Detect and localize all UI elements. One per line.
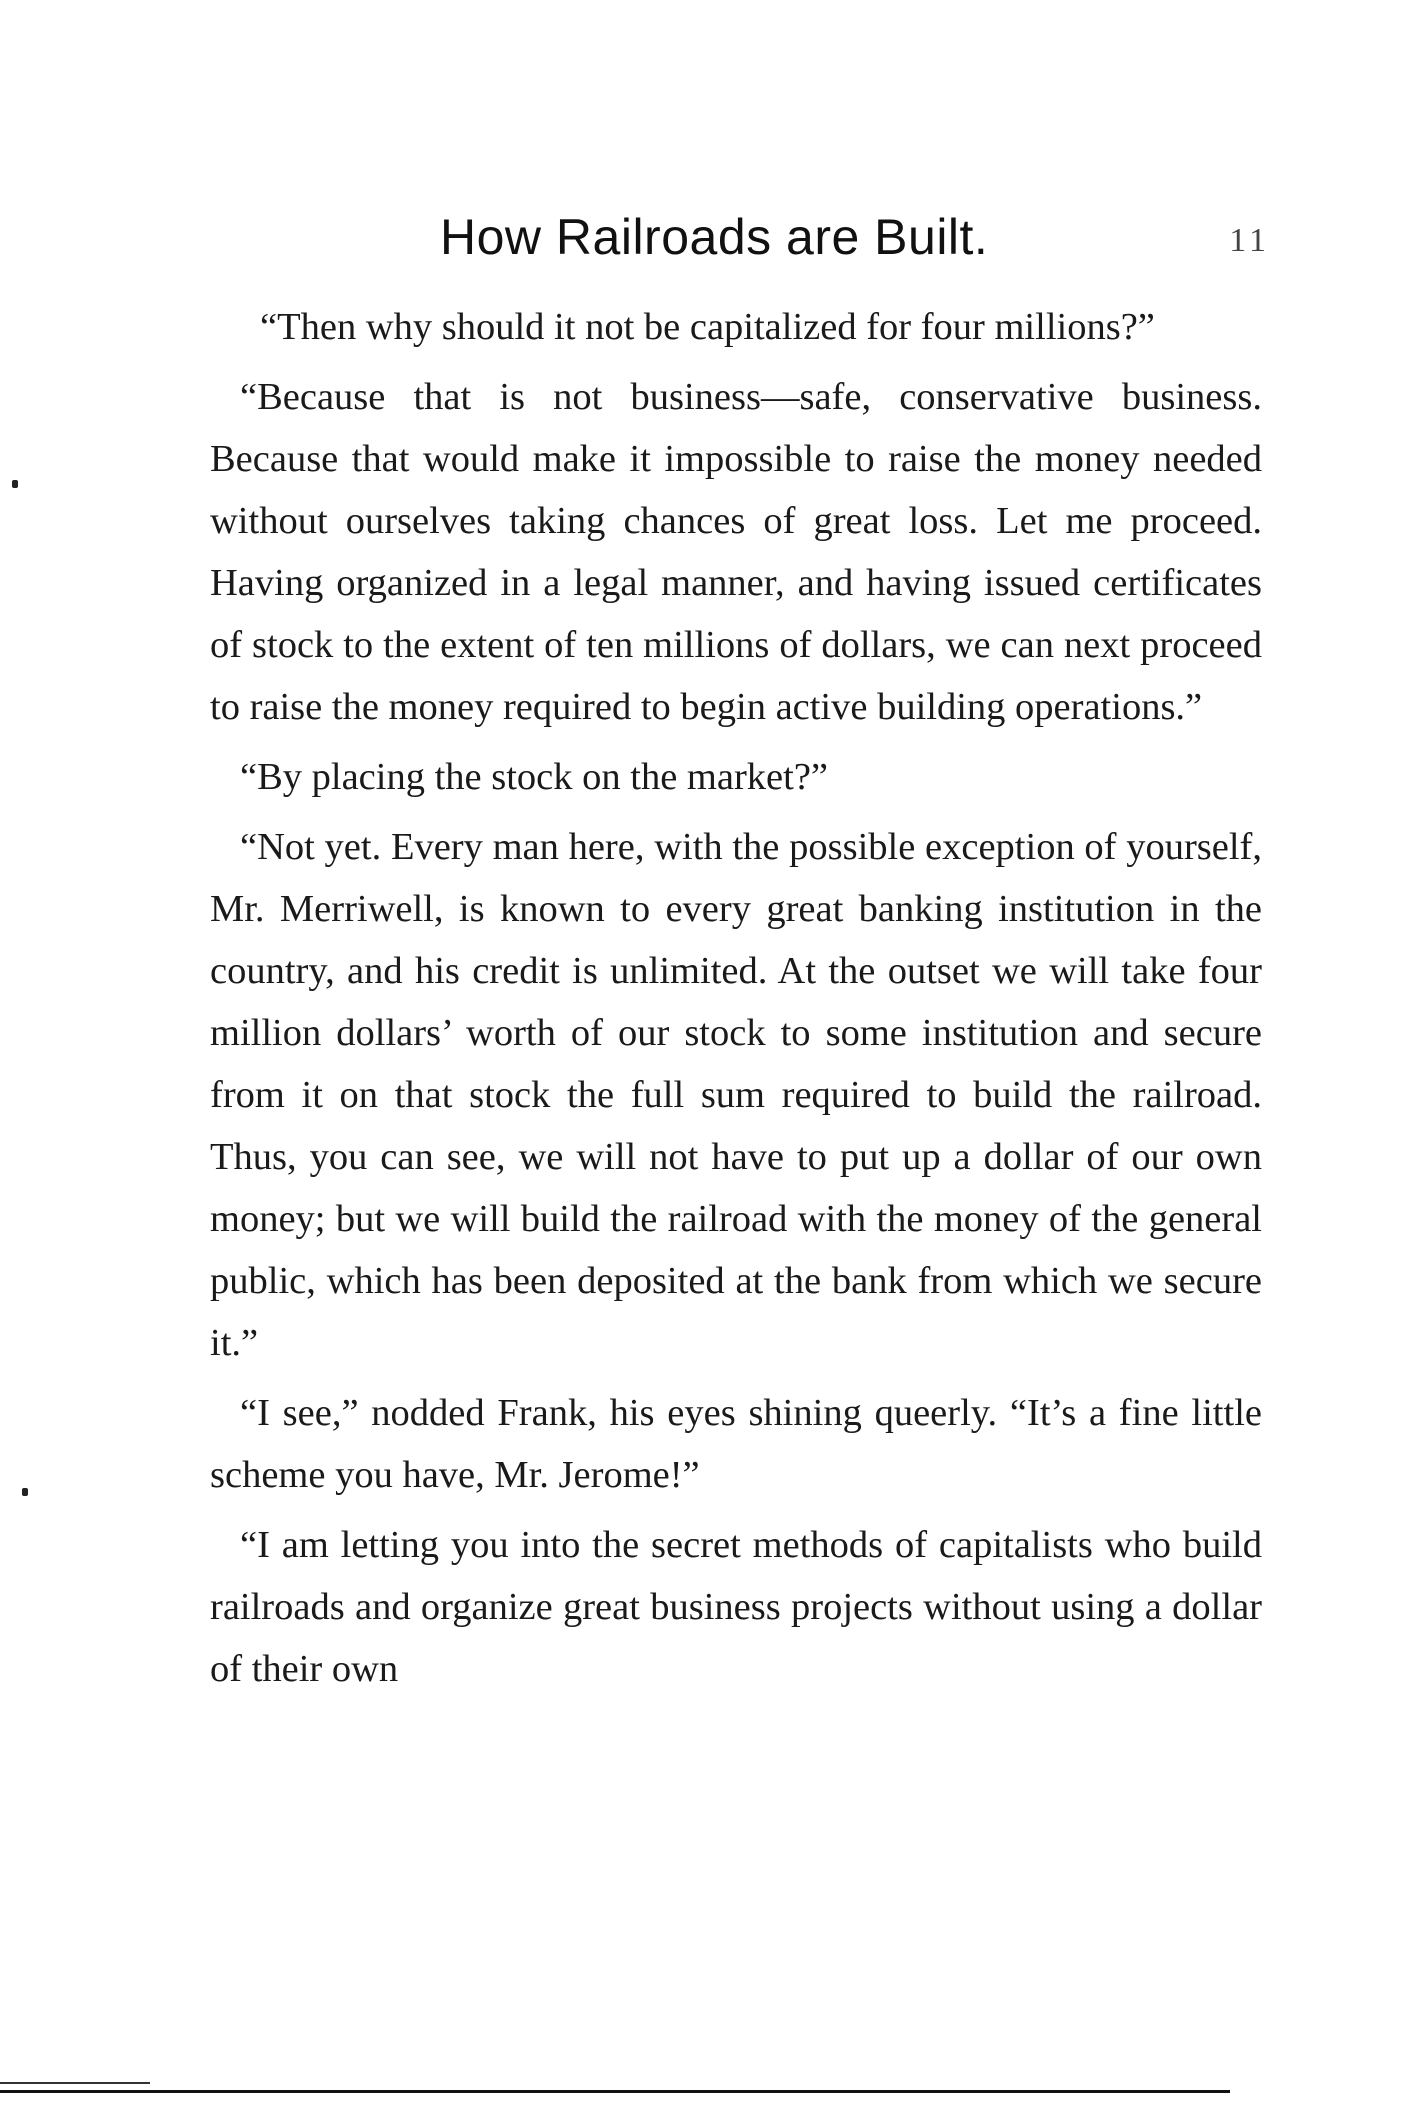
paragraph-3: “By placing the stock on the market?” (240, 756, 828, 798)
bottom-rule (0, 2090, 1230, 2093)
chapter-title: How Railroads are Built. (440, 209, 989, 265)
paragraph-2: “Because that is not business—safe, conservative business. Because that would make it impossible to raise the money needed without ourselves taking chances of great loss. Let me proceed. Having organized in a legal manner, and having issued certificates of stock to the extent of ten millions of dollars, we can next proceed to raise the money required to begin active building operations.” (210, 376, 1262, 728)
body-text (210, 296, 1262, 1708)
paragraph-4: “Not yet. Every man here, with the possible exception of yourself, Mr. Merriwell, is known to every great banking institution in the country, and his credit is unlimited. At the outset we will take four million dollars’ worth of our stock to some institution and secure from it on that stock the full sum required to build the railroad. Thus, you can see, we will not have to put up a dollar of our own money; but we will build the railroad with the money of the general public, which has been deposited at the bank from which we secure it.” (210, 826, 1262, 1364)
page-number: 11 (1229, 222, 1270, 259)
margin-speck-mark (22, 1488, 28, 1496)
margin-speck-mark (12, 480, 18, 488)
bottom-rule-short (0, 2082, 150, 2084)
paragraph-6: “I am letting you into the secret methods of capitalists who build railroads and organize great business projects without using a dollar of their own (210, 1524, 1262, 1690)
running-head (440, 208, 1280, 268)
paragraph-1: “Then why should it not be capitalized for four millions?” (260, 306, 1155, 348)
paragraph-5: “I see,” nodded Frank, his eyes shining queerly. “It’s a fine little scheme you have, Mr. Jerome!” (210, 1392, 1262, 1496)
